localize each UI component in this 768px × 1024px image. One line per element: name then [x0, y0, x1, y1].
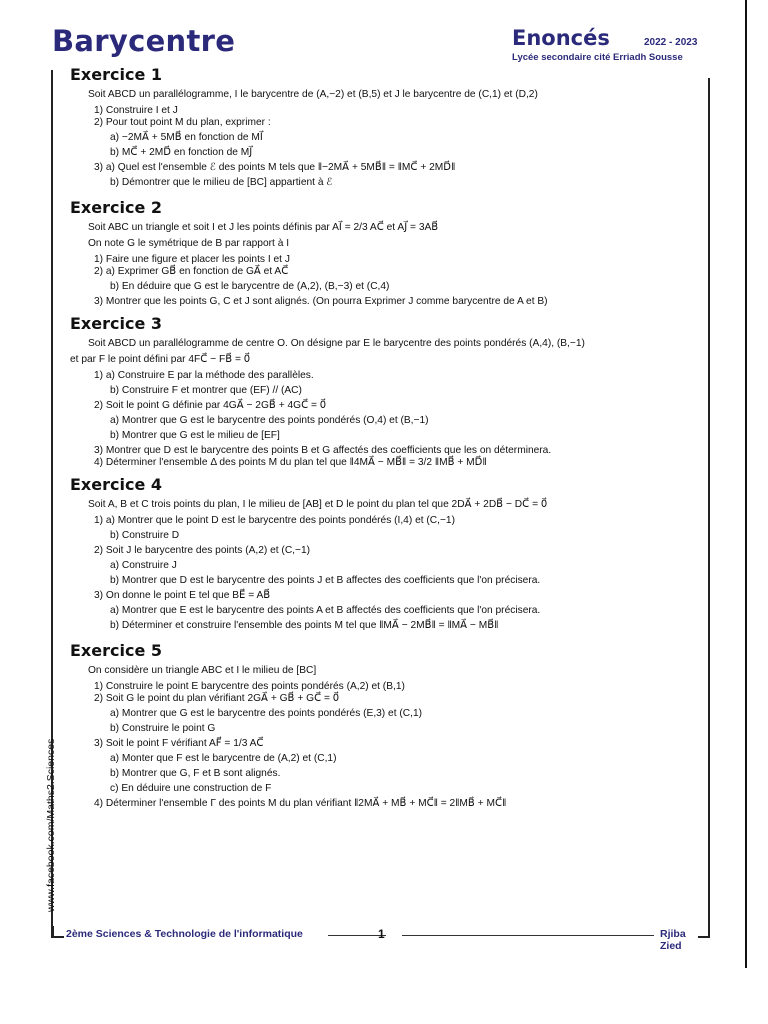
- exercise-2-q1: 1) Faire une figure et placer les points I et J: [94, 254, 290, 265]
- school-year: 2022 - 2023: [644, 37, 698, 48]
- footer-divider-right: [402, 935, 654, 936]
- exercise-1-q2: 2) Pour tout point M du plan, exprimer :: [94, 117, 271, 128]
- exercise-2-title: Exercice 2: [70, 198, 162, 217]
- exercise-3-q2a: a) Montrer que G est le barycentre des points pondérés (O,4) et (B,−1): [110, 415, 429, 426]
- page-edge-rule: [745, 0, 747, 968]
- exercise-5-q4: 4) Déterminer l'ensemble Γ des points M du plan vérifiant ‖2MA⃗ + MB⃗ + MC⃗‖ = 2‖MB⃗ + MC⃗‖: [94, 798, 507, 809]
- exercise-4-statement: Soit A, B et C trois points du plan, I le milieu de [AB] et D le point du plan tel que 2DA⃗ + 2DB⃗ − DC⃗ = 0⃗: [88, 499, 548, 510]
- exercise-1-q3a: 3) a) Quel est l'ensemble ℰ des points M tels que ‖−2MA⃗ + 5MB⃗‖ = ‖MC⃗ + 2MD⃗‖: [94, 162, 456, 173]
- exercise-4-q2b: b) Montrer que D est le barycentre des points J et B affectes des coefficients que l'on précisera.: [110, 575, 541, 586]
- exercise-3-title: Exercice 3: [70, 314, 162, 333]
- frame-right-border: [708, 78, 710, 938]
- exercise-1-title: Exercice 1: [70, 65, 162, 84]
- exercise-3-q1a: 1) a) Construire E par la méthode des parallèles.: [94, 370, 314, 381]
- exercise-3-q4: 4) Déterminer l'ensemble Δ des points M du plan tel que ‖4MA⃗ − MB⃗‖ = 3/2 ‖MB⃗ + MD⃗‖: [94, 457, 487, 468]
- exercise-4-q2: 2) Soit J le barycentre des points (A,2) et (C,−1): [94, 545, 311, 556]
- footer-author: Rjiba Zied: [660, 928, 686, 952]
- exercise-5-q3c: c) En déduire une construction de F: [110, 783, 272, 794]
- exercise-3-statement-2: et par F le point défini par 4FC⃗ − FB⃗ = 0⃗: [70, 354, 251, 365]
- exercise-5-q2b: b) Construire le point G: [110, 723, 216, 734]
- exercise-5-q3b: b) Montrer que G, F et B sont alignés.: [110, 768, 281, 779]
- page-footer: [52, 926, 710, 952]
- exercise-4-q3b: b) Déterminer et construire l'ensemble des points M tel que ‖MA⃗ − 2MB⃗‖ = ‖MA⃗ − MB⃗‖: [110, 620, 499, 631]
- footer-corner-right: [698, 926, 710, 938]
- page-title: Barycentre: [52, 24, 236, 58]
- side-facebook-link: www.facebook.com/Maths2.Sciences: [45, 738, 57, 912]
- exercise-5-q2: 2) Soit G le point du plan vérifiant 2GA⃗ + GB⃗ + GC⃗ = 0⃗: [94, 693, 340, 704]
- exercise-content: [70, 63, 706, 810]
- exercise-2-q3: 3) Montrer que les points G, C et J sont alignés. (On pourra Exprimer J comme barycentre de A et B): [94, 296, 548, 307]
- exercise-5-q3a: a) Monter que F est le barycentre de (A,2) et (C,1): [110, 753, 337, 764]
- exercise-4-q1b: b) Construire D: [110, 530, 180, 541]
- footer-class-label: 2ème Sciences & Technologie de l'informatique: [66, 928, 303, 940]
- exercise-1-q1: 1) Construire I et J: [94, 105, 178, 116]
- exercise-5-statement: On considère un triangle ABC et I le milieu de [BC]: [88, 665, 317, 676]
- exercise-2-note: On note G le symétrique de B par rapport à I: [88, 238, 290, 249]
- exercise-5-q3: 3) Soit le point F vérifiant AF⃗ = 1/3 AC⃗: [94, 738, 264, 749]
- exercise-2-q2a: 2) a) Exprimer GB⃗ en fonction de GA⃗ et AC⃗: [94, 266, 289, 277]
- exercise-3-q2b: b) Montrer que G est le milieu de [EF]: [110, 430, 280, 441]
- page-number: 1: [378, 927, 385, 941]
- exercise-2-q2b: b) En déduire que G est le barycentre de (A,2), (B,−3) et (C,4): [110, 281, 390, 292]
- footer-corner-left: [52, 926, 64, 938]
- exercise-1-q2b: b) MC⃗ + 2MD⃗ en fonction de MJ⃗: [110, 147, 253, 158]
- school-name: Lycée secondaire cité Erriadh Sousse: [512, 52, 683, 63]
- exercise-3-q2: 2) Soit le point G définie par 4GA⃗ − 2GB⃗ + 4GC⃗ = 0⃗: [94, 400, 327, 411]
- exercise-1-q2a: a) −2MA⃗ + 5MB⃗ en fonction de MI⃗: [110, 132, 263, 143]
- exercise-3-q1b: b) Construire F et montrer que (EF) // (AC): [110, 385, 302, 396]
- exercise-4-q3: 3) On donne le point E tel que BE⃗ = AB⃗: [94, 590, 271, 601]
- exercise-4-q1a: 1) a) Montrer que le point D est le barycentre des points pondérés (I,4) et (C,−1): [94, 515, 455, 526]
- exercise-5-title: Exercice 5: [70, 641, 162, 660]
- exercise-4-q2a: a) Construire J: [110, 560, 177, 571]
- exercise-2-statement: Soit ABC un triangle et soit I et J les points définis par AI⃗ = 2/3 AC⃗ et AJ⃗ = 3AB⃗: [88, 222, 439, 233]
- exercise-3-statement-1: Soit ABCD un parallélogramme de centre O. On désigne par E le barycentre des points pondérés (A,4), (B,−1): [88, 338, 585, 349]
- exercise-1-q3b: b) Démontrer que le milieu de [BC] appartient à ℰ: [110, 177, 333, 188]
- exercise-4-title: Exercice 4: [70, 475, 162, 494]
- exercise-1-statement: Soit ABCD un parallélogramme, I le barycentre de (A,−2) et (B,5) et J le barycentre de (C,1) et (D,2): [88, 89, 538, 100]
- exercise-3-q3: 3) Montrer que D est le barycentre des points B et G affectés des coefficients que les on déterminera.: [94, 445, 552, 456]
- exercise-4-q3a: a) Montrer que E est le barycentre des points A et B affectés des coefficients que l'on précisera.: [110, 605, 541, 616]
- exercise-5-q2a: a) Montrer que G est le barycentre des points pondérés (E,3) et (C,1): [110, 708, 422, 719]
- exercise-5-q1: 1) Construire le point E barycentre des points pondérés (A,2) et (B,1): [94, 681, 405, 692]
- section-label: Enoncés: [512, 26, 610, 50]
